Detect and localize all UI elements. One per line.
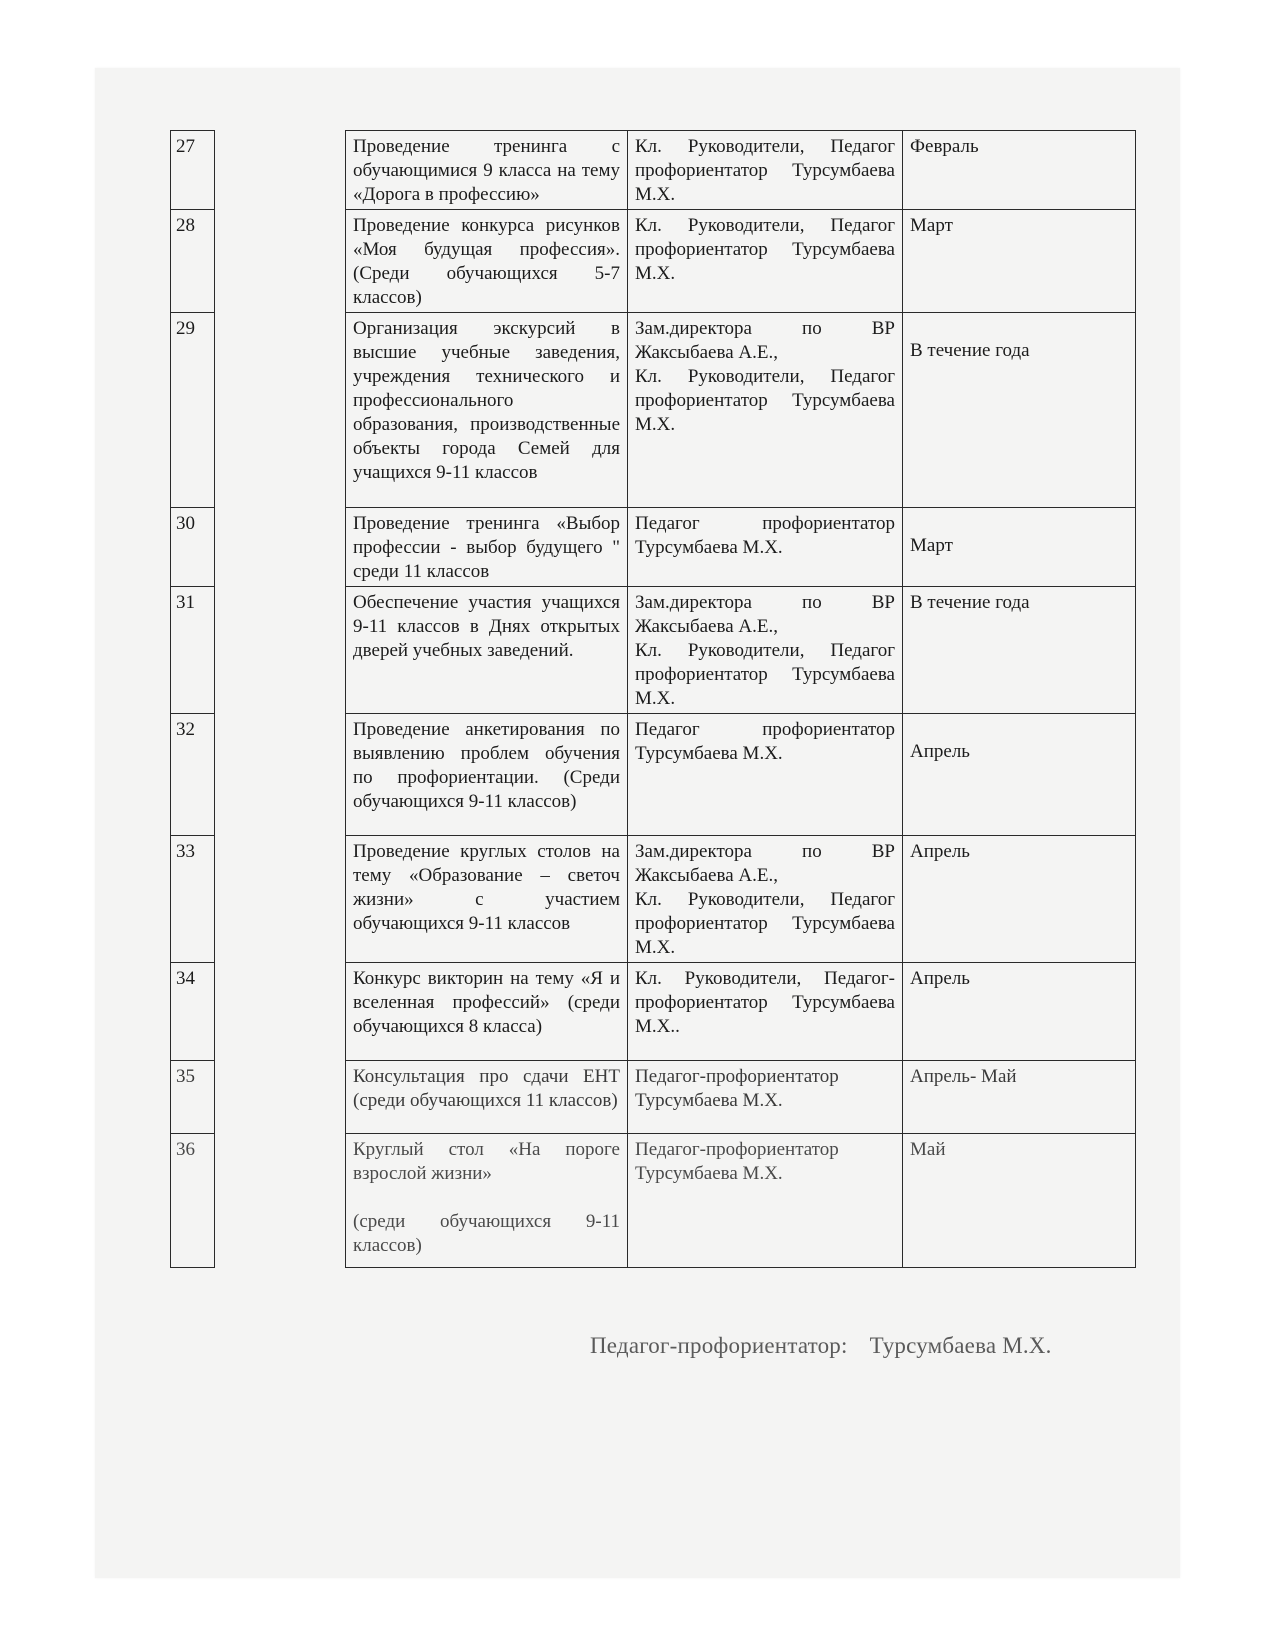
responsible-cell: Педагог-профориентатор Турсумбаева М.Х. [628,1134,903,1268]
event-cell: Организация экскурсий в высшие учебные заведения, учреждения технического и профессионального образования, производственные объекты города Семей для учащихся 9-11 классов [346,313,628,508]
event-cell: Проведение тренинга «Выбор профессии - выбор будущего " среди 11 классов [346,508,628,587]
term-cell: Апрель- Май [903,1061,1136,1134]
term-cell: Апрель [903,963,1136,1061]
event-cell: Проведение круглых столов на тему «Образование – светоч жизни» с участием обучающихся 9-11 классов [346,836,628,963]
term-cell: Февраль [903,131,1136,210]
responsible-cell: Кл. Руководители, Педагог профориентатор Турсумбаева М.Х. [628,131,903,210]
event-audience: (среди обучающихся 9-11 классов) [353,1211,620,1256]
event-cell [346,1134,628,1268]
responsible-deputy: Зам.директора по ВР Жаксыбаева А.Е., [635,841,895,886]
responsible-cell: Кл. Руководители, Педагог профориентатор Турсумбаева М.Х. [628,210,903,313]
signature-role: Педагог-профориентатор: [590,1333,848,1358]
event-title: Круглый стол «На пороге взрослой жизни» [353,1139,620,1184]
term-cell: Май [903,1134,1136,1268]
event-cell: Обеспечение участия учащихся 9-11 классов в Днях открытых дверей учебных заведений. [346,587,628,714]
career-guidance-plan-table [170,130,1136,1268]
responsible-cell [628,836,903,963]
responsible-deputy: Зам.директора по ВР Жаксыбаева А.Е., [635,318,895,363]
row-number: 34 [171,963,215,1061]
row-number: 35 [171,1061,215,1134]
responsible-cell: Кл. Руководители, Педагог-профориентатор Турсумбаева М.Х.. [628,963,903,1061]
responsible-cell: Педагог профориентатор Турсумбаева М.Х. [628,714,903,836]
event-cell: Проведение анкетирования по выявлению проблем обучения по профориентации. (Среди обучающихся 9-11 классов) [346,714,628,836]
row-number: 31 [171,587,215,714]
responsible-teachers: Кл. Руководители, Педагог профориентатор Турсумбаева М.Х. [635,366,895,435]
row-number: 36 [171,1134,215,1268]
term-cell: Апрель [903,714,1136,836]
row-number: 33 [171,836,215,963]
term-cell: Март [903,210,1136,313]
signature-line [590,1333,1052,1359]
term-cell: Апрель [903,836,1136,963]
row-number: 32 [171,714,215,836]
event-cell: Проведение конкурса рисунков «Моя будущая профессия». (Среди обучающихся 5-7 классов) [346,210,628,313]
row-number: 30 [171,508,215,587]
row-number: 28 [171,210,215,313]
event-cell: Конкурс викторин на тему «Я и вселенная профессий» (среди обучающихся 8 класса) [346,963,628,1061]
term-cell: В течение года [903,587,1136,714]
responsible-teachers: Кл. Руководители, Педагог профориентатор Турсумбаева М.Х. [635,889,895,958]
table-row [171,131,1136,210]
signature-name: Турсумбаева М.Х. [869,1333,1052,1358]
responsible-cell: Педагог-профориентатор Турсумбаева М.Х. [628,1061,903,1134]
row-number: 27 [171,131,215,210]
event-cell: Консультация про сдачи ЕНТ (среди обучающихся 11 классов) [346,1061,628,1134]
row-number: 29 [171,313,215,508]
term-cell: В течение года [903,313,1136,508]
term-cell: Март [903,508,1136,587]
responsible-cell: Педагог профориентатор Турсумбаева М.Х. [628,508,903,587]
responsible-cell [628,313,903,508]
responsible-cell [628,587,903,714]
responsible-deputy: Зам.директора по ВР Жаксыбаева А.Е., [635,592,895,637]
section-column [215,131,346,1268]
responsible-teachers: Кл. Руководители, Педагог профориентатор Турсумбаева М.Х. [635,640,895,709]
event-cell: Проведение тренинга с обучающимися 9 класса на тему «Дорога в профессию» [346,131,628,210]
